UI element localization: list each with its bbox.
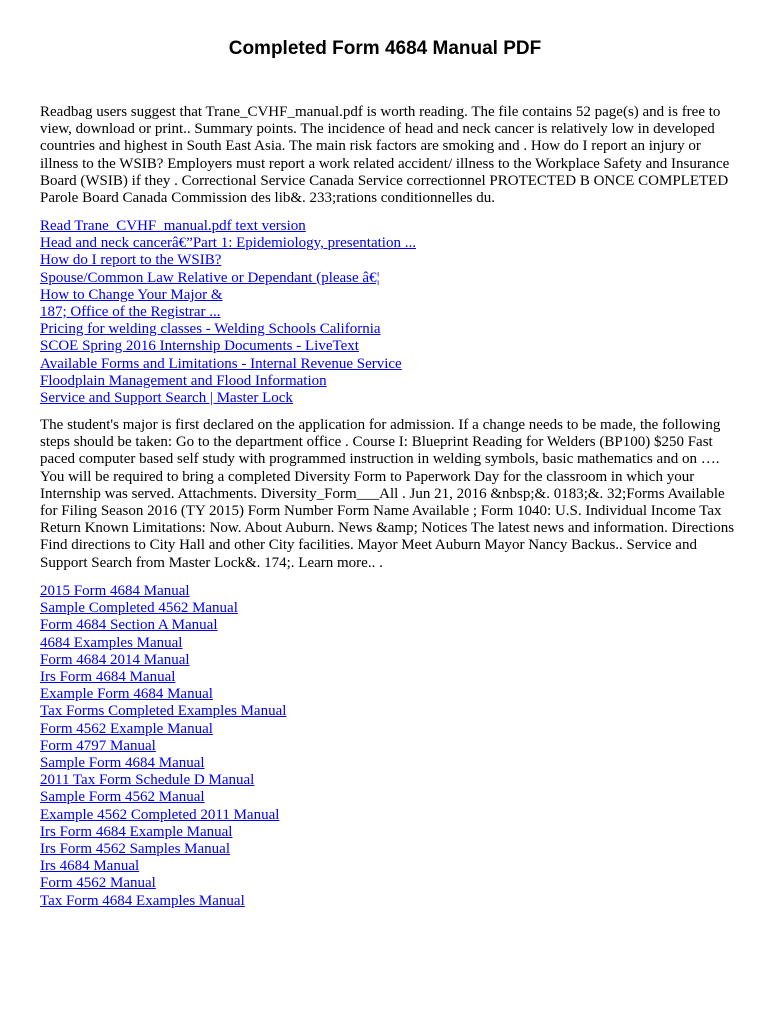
list-item xyxy=(40,755,740,772)
link-spouse-relative[interactable]: Spouse/Common Law Relative or Dependant (please â€¦ xyxy=(40,269,380,286)
link-manual[interactable]: Form 4684 Section A Manual xyxy=(40,617,218,634)
list-item xyxy=(40,373,740,390)
link-floodplain[interactable]: Floodplain Management and Flood Information xyxy=(40,372,327,389)
link-manual[interactable]: Example Form 4684 Manual xyxy=(40,686,213,703)
list-item xyxy=(40,893,740,910)
list-item xyxy=(40,703,740,720)
list-item xyxy=(40,841,740,858)
list-item xyxy=(40,338,740,355)
link-scoe-internship[interactable]: SCOE Spring 2016 Internship Documents - LiveText xyxy=(40,338,359,355)
list-item xyxy=(40,652,740,669)
list-item xyxy=(40,858,740,875)
link-manual[interactable]: Sample Form 4684 Manual xyxy=(40,755,205,772)
link-trane-manual[interactable]: Read Trane_CVHF_manual.pdf text version xyxy=(40,218,306,234)
list-item xyxy=(40,669,740,686)
list-item xyxy=(40,772,740,789)
list-item xyxy=(40,321,740,338)
link-irs-forms[interactable]: Available Forms and Limitations - Internal Revenue Service xyxy=(40,355,402,372)
link-manual[interactable]: Form 4562 Example Manual xyxy=(40,720,213,737)
manual-links-list xyxy=(40,583,740,910)
list-item xyxy=(40,721,740,738)
list-item xyxy=(40,807,740,824)
body-paragraph: The student's major is first declared on the application for admission. If a change needs to be made, the following steps should be taken: Go to the department office . Course I: Blueprint Reading for Welders (BP100) $250 Fast paced computer based self study with programmed instruction in welding symbols, basic mathematics and on …. You will be required to bring a completed Diversity Form to Paperwork Day for the classroom in which your Internship was served. Attachments. Diversity_Form___All . Jun 21, 2016 &nbsp;&. 0183;&. 32;Forms Available for Filing Season 2016 (TY 2015) Form Number Form Name Available ; Form 1040: U.S. Individual Income Tax Return Known Limitations: Now. About Auburn. News &amp; Notices The latest news and information. Directions Find directions to City Hall and other City facilities. Mayor Meet Auburn Mayor Nancy Backus.. Service and Support Search from Master Lock&. 174;. Learn more.. . xyxy=(40,417,735,571)
link-manual[interactable]: Form 4684 2014 Manual xyxy=(40,651,190,668)
link-change-major[interactable]: How to Change Your Major & xyxy=(40,286,223,303)
list-item xyxy=(40,287,740,304)
link-manual[interactable]: 4684 Examples Manual xyxy=(40,634,183,651)
link-master-lock[interactable]: Service and Support Search | Master Lock xyxy=(40,390,293,407)
list-item xyxy=(40,600,740,617)
list-item xyxy=(40,356,740,373)
list-item xyxy=(40,875,740,892)
list-item xyxy=(40,686,740,703)
link-manual[interactable]: Form 4562 Manual xyxy=(40,875,156,892)
list-item xyxy=(40,789,740,806)
list-item xyxy=(40,583,740,600)
list-item xyxy=(40,824,740,841)
list-item xyxy=(40,270,740,287)
link-manual[interactable]: Tax Forms Completed Examples Manual xyxy=(40,703,287,720)
page-title: Completed Form 4684 Manual PDF xyxy=(228,38,542,59)
list-item xyxy=(40,252,740,269)
related-links-list xyxy=(40,218,740,407)
list-item xyxy=(40,738,740,755)
list-item xyxy=(40,304,740,321)
link-manual[interactable]: Tax Form 4684 Examples Manual xyxy=(40,892,245,909)
link-welding-pricing[interactable]: Pricing for welding classes - Welding Schools California xyxy=(40,321,381,338)
link-manual[interactable]: Irs Form 4684 Manual xyxy=(40,669,176,686)
link-manual[interactable]: 2015 Form 4684 Manual xyxy=(40,583,190,599)
list-item xyxy=(40,617,740,634)
link-manual[interactable]: Example 4562 Completed 2011 Manual xyxy=(40,806,280,823)
link-head-neck-cancer[interactable]: Head and neck cancerâ€”Part 1: Epidemiology, presentation ... xyxy=(40,235,416,252)
link-manual[interactable]: Irs 4684 Manual xyxy=(40,858,140,875)
link-manual[interactable]: Sample Form 4562 Manual xyxy=(40,789,205,806)
list-item xyxy=(40,635,740,652)
link-office-registrar[interactable]: 187; Office of the Registrar ... xyxy=(40,304,221,321)
link-manual[interactable]: 2011 Tax Form Schedule D Manual xyxy=(40,772,255,789)
list-item xyxy=(40,390,740,407)
list-item xyxy=(40,235,740,252)
link-report-wsib[interactable]: How do I report to the WSIB? xyxy=(40,252,222,269)
link-manual[interactable]: Irs Form 4562 Samples Manual xyxy=(40,841,230,858)
link-manual[interactable]: Sample Completed 4562 Manual xyxy=(40,600,238,617)
intro-paragraph: Readbag users suggest that Trane_CVHF_manual.pdf is worth reading. The file contains 52 page(s) and is free to view, download or print.. Summary points. The incidence of head and neck cancer is relatively low in developed countries and highest in South East Asia. The main risk factors are smoking and . How do I report an injury or illness to the WSIB? Employers must report a work related accident/ illness to the Workplace Safety and Insurance Board (WSIB) if they . Correctional Service Canada Service correctionnel PROTECTED B ONCE COMPLETED Parole Board Canada Commission des lib&. 233;rations conditionnelles du. xyxy=(40,104,730,207)
list-item xyxy=(40,218,740,235)
link-manual[interactable]: Irs Form 4684 Example Manual xyxy=(40,823,233,840)
link-manual[interactable]: Form 4797 Manual xyxy=(40,737,156,754)
